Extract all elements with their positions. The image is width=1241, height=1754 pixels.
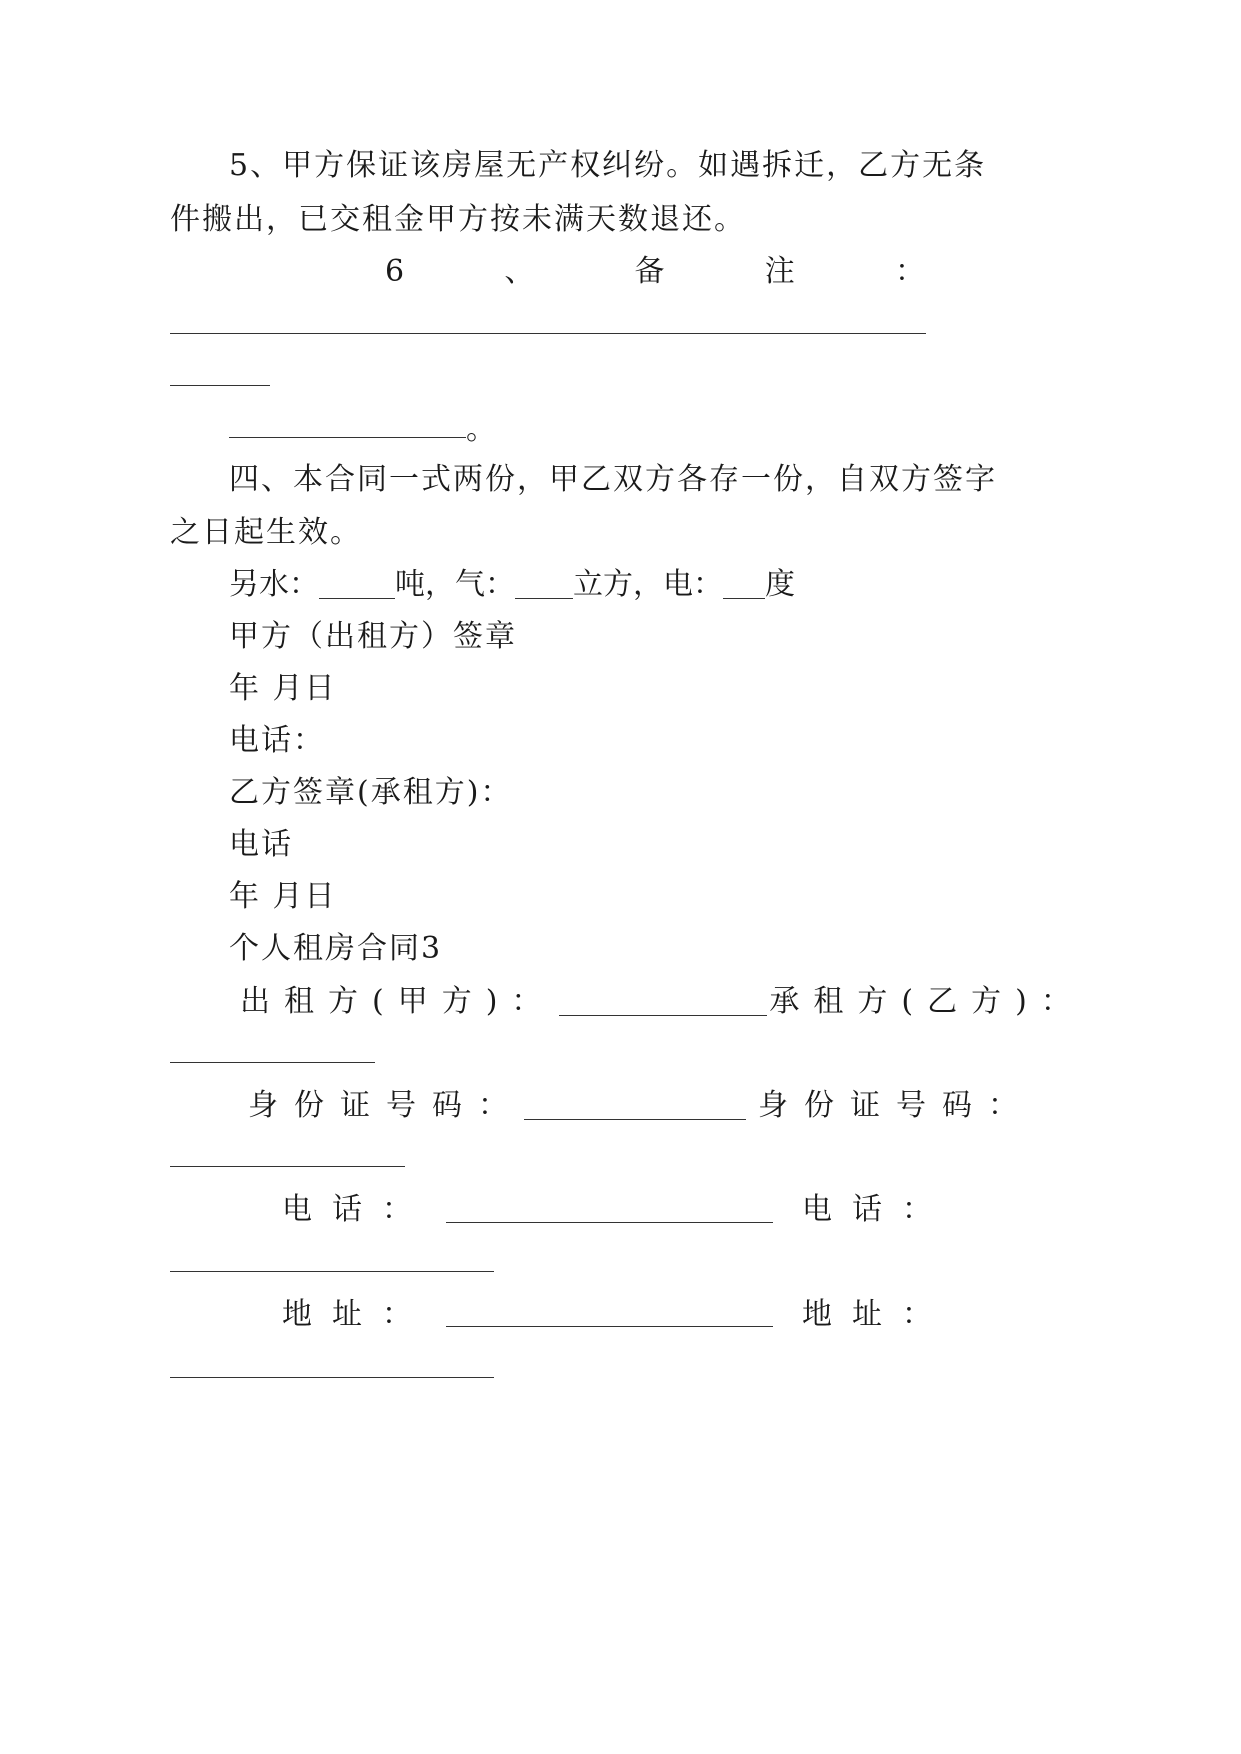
clause-5-line-2: 件搬出，已交租金甲方按未满天数退还。: [170, 202, 746, 237]
remarks-blank-line-1: [170, 333, 926, 334]
clause-6-char-2: 注: [764, 254, 795, 289]
party-a-signature: 甲方（出租方）签章: [229, 619, 517, 654]
clause-6-colon: ：: [894, 254, 925, 289]
address-b-colon: ：: [902, 1297, 932, 1332]
phone-label-a: [282, 1190, 412, 1230]
address-blank-b: [170, 1377, 494, 1378]
address-a-char-2: 址: [332, 1297, 362, 1332]
phone-a-char-2: 话: [332, 1192, 362, 1227]
clause-5-line-1: 5、甲方保证该房屋无产权纠纷。如遇拆迁，乙方无条: [229, 148, 987, 183]
id-number-label-b: 身份证号码：: [758, 1088, 1034, 1123]
party-b-signature: 乙方签章(承租方)：: [229, 775, 513, 810]
contract-3-title: 个人租房合同3: [229, 931, 443, 966]
party-b-date: 年 月日: [229, 879, 337, 914]
clause-6-separator: 、: [504, 254, 535, 289]
id-number-label-a: 身份证号码：: [248, 1088, 524, 1123]
utilities-line: [229, 565, 795, 605]
utilities-prefix: 另水：: [229, 567, 319, 602]
address-a-char-1: 地: [282, 1297, 312, 1332]
party-a-date: 年 月日: [229, 671, 337, 706]
clause-6-label: [385, 252, 925, 292]
lessor-blank: [559, 989, 767, 1016]
remarks-blank-line-2: [170, 385, 270, 386]
clause-6-number: 6: [385, 254, 405, 289]
lessor-lessee-line: [240, 982, 1085, 1022]
party-a-phone: 电话：: [229, 723, 325, 758]
lessor-label: 出租方(甲方)：: [240, 984, 556, 1019]
id-number-blank-b: [170, 1166, 405, 1167]
lessee-label: 承租方(乙方)：: [769, 984, 1085, 1019]
address-blank-a: [446, 1326, 773, 1327]
lessee-blank: [170, 1062, 375, 1063]
electricity-blank: [723, 572, 765, 599]
phone-b-colon: ：: [902, 1192, 932, 1227]
phone-b-char-1: 电: [802, 1192, 832, 1227]
clause-four-line-2: 之日起生效。: [170, 515, 362, 550]
remarks-blank-line-3: [229, 437, 466, 438]
id-number-blank-a: [524, 1093, 746, 1120]
phone-a-char-1: 电: [282, 1192, 312, 1227]
electricity-unit: 度: [765, 567, 795, 602]
id-number-line: [248, 1086, 1034, 1126]
water-unit: 吨，气：: [395, 567, 515, 602]
phone-a-colon: ：: [382, 1192, 412, 1227]
clause-6-char-1: 备: [634, 254, 665, 289]
address-a-colon: ：: [382, 1297, 412, 1332]
address-label-b: [802, 1295, 932, 1335]
water-blank: [319, 572, 395, 599]
address-label-a: [282, 1295, 412, 1335]
remarks-end-mark: 。: [466, 412, 498, 447]
party-b-phone: 电话: [229, 827, 293, 862]
address-b-char-1: 地: [802, 1297, 832, 1332]
gas-blank: [515, 572, 573, 599]
phone-blank-b: [170, 1271, 494, 1272]
address-b-char-2: 址: [852, 1297, 882, 1332]
gas-unit: 立方，电：: [573, 567, 723, 602]
phone-b-char-2: 话: [852, 1192, 882, 1227]
phone-label-b: [802, 1190, 932, 1230]
clause-four-line-1: 四、本合同一式两份，甲乙双方各存一份，自双方签字: [229, 462, 997, 497]
phone-blank-a: [446, 1222, 773, 1223]
